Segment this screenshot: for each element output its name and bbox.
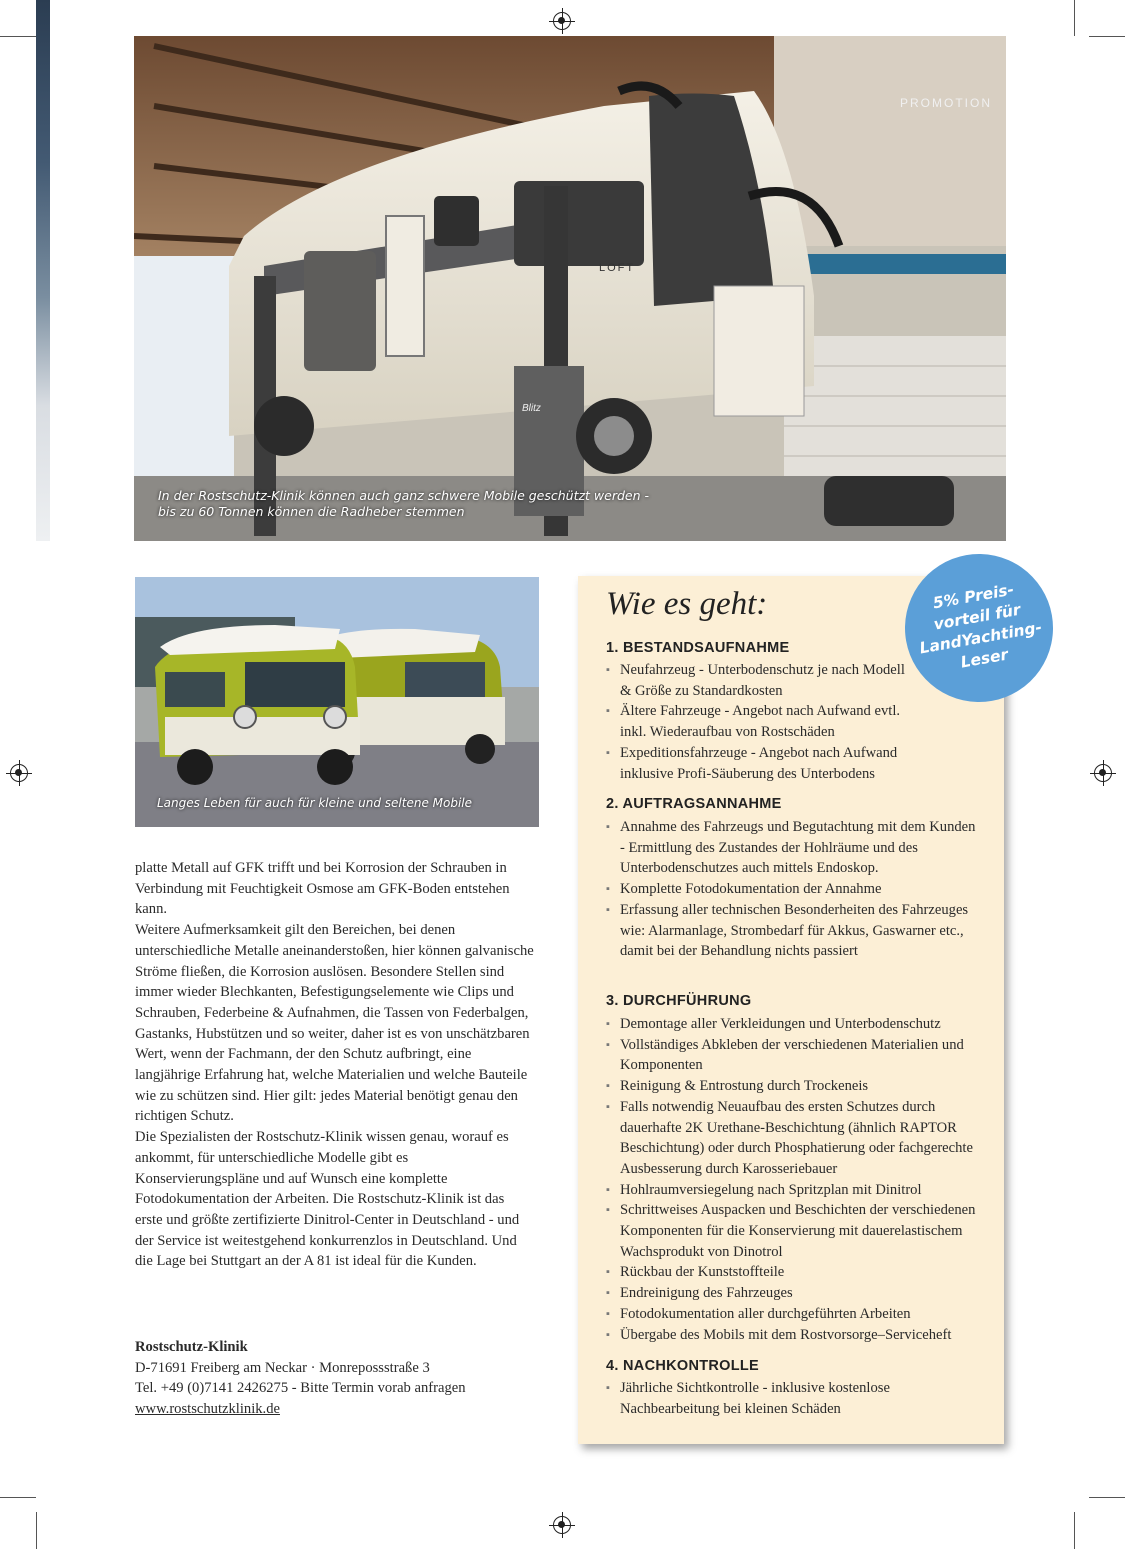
section-list (606, 817, 981, 962)
registration-mark-icon (553, 12, 571, 30)
crop-mark (36, 1512, 37, 1549)
list-item: ▪ Vollständiges Abkleben der verschiedenen Materialien und Komponenten (606, 1035, 988, 1076)
list-item: ▪ Annahme des Fahrzeugs und Begutachtung mit dem Kunden - Ermittlung des Zustandes der Hohlräume und des Unterbodenschutzes auch mittels Endoskop. (606, 817, 981, 879)
list-item: ▪ Hohlraumversiegelung nach Spritzplan mit Dinitrol (606, 1180, 988, 1201)
company-phone: Tel. +49 (0)7141 2426275 - Bitte Termin vorab anfragen (135, 1380, 466, 1397)
hero-caption (158, 488, 649, 520)
contact-block (135, 1337, 535, 1420)
list-item: ▪ Komplette Fotodokumentation der Annahme (606, 879, 981, 900)
crop-mark (1074, 0, 1075, 36)
list-item: ▪ Demontage aller Verkleidungen und Unterbodenschutz (606, 1014, 988, 1035)
body-paragraph: Die Spezialisten der Rostschutz-Klinik wissen genau, worauf es ankommt, für unterschiedliche Modelle gibt es Konservierungspläne und auf Wunsch eine komplette Fotodokumentation der Arbeiten. Die Rostschutz-Klinik ist das erste und größte zertifizierte Dinitrol-Center in Deutschland - und der Service ist weitestgehend konkurrenzlos in Deutschland. Und die Lage bei Stuttgart an der A 81 ist ideal für die Kunden. (135, 1129, 520, 1270)
promotion-tag: PROMOTION (900, 96, 992, 110)
vehicle-label: LOFT (599, 262, 636, 274)
page-edge-image-strip (36, 0, 50, 541)
vw-bus-photo (135, 577, 539, 827)
registration-mark-icon (1094, 764, 1112, 782)
vw-bus-illustration (135, 577, 539, 827)
company-website-link[interactable]: www.rostschutzklinik.de (135, 1401, 280, 1418)
vw-photo-caption: Langes Leben für auch für kleine und seltene Mobile (157, 796, 472, 810)
list-item: ▪ Expeditionsfahrzeuge - Angebot nach Aufwand inklusive Profi-Säuberung des Unterbodens (606, 743, 906, 784)
section-list (606, 1014, 988, 1345)
discount-badge-text: 5% Preis- vorteil für LandYachting- Leser (918, 580, 1044, 672)
crop-mark (0, 1497, 36, 1498)
company-address: D-71691 Freiberg am Neckar · Monrepossstraße 3 (135, 1359, 430, 1376)
hero-photo (134, 36, 1006, 541)
section-heading: 3. DURCHFÜHRUNG (606, 993, 752, 1009)
box-title: Wie es geht: (606, 586, 768, 622)
list-item: ▪ Jährliche Sichtkontrolle - inklusive kostenlose Nachbearbeitung bei kleinen Schäden (606, 1378, 981, 1419)
section-heading: 2. AUFTRAGSANNAHME (606, 796, 782, 812)
list-item: ▪ Falls notwendig Neuaufbau des ersten Schutzes durch dauerhafte 2K Urethane-Beschichtung (ähnlich RAPTOR Beschichtung) oder durch Phosphatierung oder fachgerechte Ausbesserung durch Karosseriebauer (606, 1097, 988, 1180)
article-body (135, 858, 535, 1272)
list-item: ▪ Ältere Fahrzeuge - Angebot nach Aufwand evtl. inkl. Wiederaufbau von Rostschäden (606, 701, 906, 742)
section-heading: 1. BESTANDSAUFNAHME (606, 640, 790, 656)
hero-caption-line: In der Rostschutz-Klinik können auch ganz schwere Mobile geschützt werden - (158, 488, 650, 503)
list-item: ▪ Fotodokumentation aller durchgeführten Arbeiten (606, 1304, 988, 1325)
hero-caption-line: bis zu 60 Tonnen können die Radheber stemmen (158, 504, 465, 519)
section-list (606, 1378, 981, 1419)
crop-mark (0, 36, 36, 37)
workshop-illustration (134, 36, 1006, 541)
list-item: ▪ Rückbau der Kunststoffteile (606, 1262, 988, 1283)
list-item: ▪ Übergabe des Mobils mit dem Rostvorsorge–Serviceheft (606, 1325, 988, 1346)
list-item: ▪ Neufahrzeug - Unterbodenschutz je nach Modell & Größe zu Standardkosten (606, 660, 906, 701)
body-paragraph: Weitere Aufmerksamkeit gilt den Bereichen, bei denen unterschiedliche Metalle aneinanderstoßen, hier können galvanische Ströme fließen, die Korrosion auslösen. Besondere Stellen sind immer wieder Blechkanten, Befestigungselemente wie Clips und Schrauben, Federbeine & Aufnahmen, die Tassen von Federbalgen, Gastanks, Hubstützen und so weiter, daher ist es von unschätzbaren Wert, wenn der Fachmann, der den Schutz aufbringt, eine langjährige Erfahrung hat, welche Materialien und welche Bauteile wie zu schützen sind. Hier gilt: jedes Material benötigt genau den richtigen Schutz. (135, 922, 534, 1125)
process-info-box (578, 576, 1004, 1444)
list-item: ▪ Erfassung aller technischen Besonderheiten des Fahrzeuges wie: Alarmanlage, Strombedarf für Akkus, Gaswarner etc., damit bei der Behandlung nichts passiert (606, 900, 981, 962)
list-item: ▪ Reinigung & Entrostung durch Trockeneis (606, 1076, 988, 1097)
section-list (606, 660, 906, 784)
crop-mark (1074, 1512, 1075, 1549)
body-paragraph: platte Metall auf GFK trifft und bei Korrosion der Schrauben in Verbindung mit Feuchtigkeit Osmose am GFK-Boden entstehen kann. (135, 860, 510, 918)
crop-mark (1089, 36, 1125, 37)
registration-mark-icon (10, 764, 28, 782)
section-heading: 4. NACHKONTROLLE (606, 1358, 760, 1374)
company-name: Rostschutz-Klinik (135, 1339, 248, 1355)
list-item: ▪ Schrittweises Auspacken und Beschichten der verschiedenen Komponenten für die Konservierung mit dauerelastischem Wachsprodukt von Dinotrol (606, 1200, 988, 1262)
list-item: ▪ Endreinigung des Fahrzeuges (606, 1283, 988, 1304)
crop-mark (1089, 1497, 1125, 1498)
lift-brand-label: Blitz (522, 403, 541, 414)
registration-mark-icon (553, 1516, 571, 1534)
